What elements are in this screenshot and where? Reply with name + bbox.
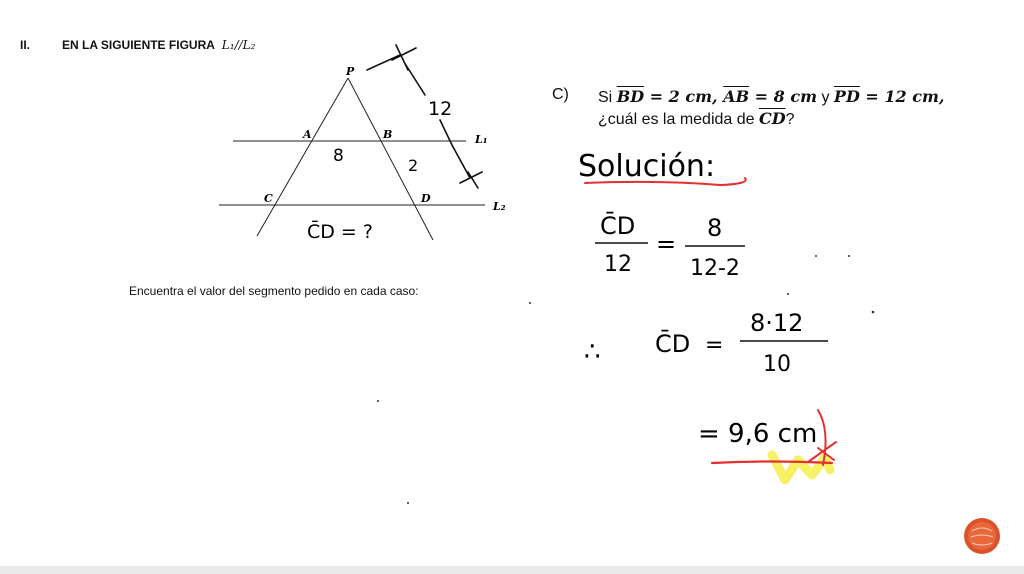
eq1-rhs-num: 8 bbox=[707, 214, 723, 242]
eq1-equals: = bbox=[656, 230, 677, 258]
eq2-equals: = bbox=[705, 333, 724, 358]
result-text: = 9,6 cm bbox=[698, 419, 818, 449]
label-a: A bbox=[303, 128, 312, 141]
q-ab-value: = 8 cm bbox=[749, 87, 818, 106]
section-title-math: L₁//L₂ bbox=[221, 38, 256, 52]
question-label: C) bbox=[552, 86, 569, 103]
eq1-rhs-den: 12-2 bbox=[690, 256, 740, 281]
q-line2-suffix: ? bbox=[785, 111, 795, 128]
therefore-icon: ∴ bbox=[584, 337, 601, 367]
eq2-rhs-num: 8·12 bbox=[750, 309, 804, 337]
q-pd-value: = 12 cm, bbox=[859, 87, 945, 106]
hw-pd-value: 12 bbox=[428, 98, 453, 120]
q-cd: $\overline{CD}$ bbox=[758, 109, 786, 128]
label-l1: L₁ bbox=[475, 133, 488, 146]
nav-button[interactable] bbox=[963, 517, 1001, 555]
q-line2-prefix: ¿cuál es la medida de bbox=[598, 111, 759, 128]
hw-bd-value: 2 bbox=[408, 156, 419, 175]
eq1-lhs-den: 12 bbox=[604, 252, 632, 277]
q-ab: $\overline{AB}$ bbox=[723, 87, 750, 106]
hw-ab-value: 8 bbox=[333, 146, 344, 166]
solution-heading: Solución: bbox=[578, 149, 716, 184]
label-p: P bbox=[346, 65, 355, 78]
section-title-text: EN LA SIGUIENTE FIGURA bbox=[62, 38, 215, 52]
nav-circle-icon bbox=[963, 517, 1001, 555]
eq2-lhs: C̄D bbox=[655, 330, 691, 358]
q-and: y bbox=[817, 89, 834, 106]
q-pd: $\overline{PD}$ bbox=[833, 87, 860, 106]
bottom-bar bbox=[0, 566, 1024, 574]
eq1-lhs-num: C̄D bbox=[600, 212, 636, 240]
label-c: C bbox=[264, 192, 273, 205]
eq2-rhs-den: 10 bbox=[763, 352, 791, 377]
q-bd: $\overline{BD}$ bbox=[616, 87, 645, 106]
q-bd-value: = 2 cm, bbox=[644, 87, 718, 106]
label-l2: L₂ bbox=[493, 200, 506, 213]
hw-cd-question: C̄D = ? bbox=[307, 221, 373, 243]
section-number: II. bbox=[20, 38, 31, 52]
instruction-text: Encuentra el valor del segmento pedido en cada caso: bbox=[129, 284, 419, 298]
label-b: B bbox=[383, 128, 393, 141]
label-d: D bbox=[421, 192, 431, 205]
q-prefix: Si bbox=[598, 89, 613, 106]
